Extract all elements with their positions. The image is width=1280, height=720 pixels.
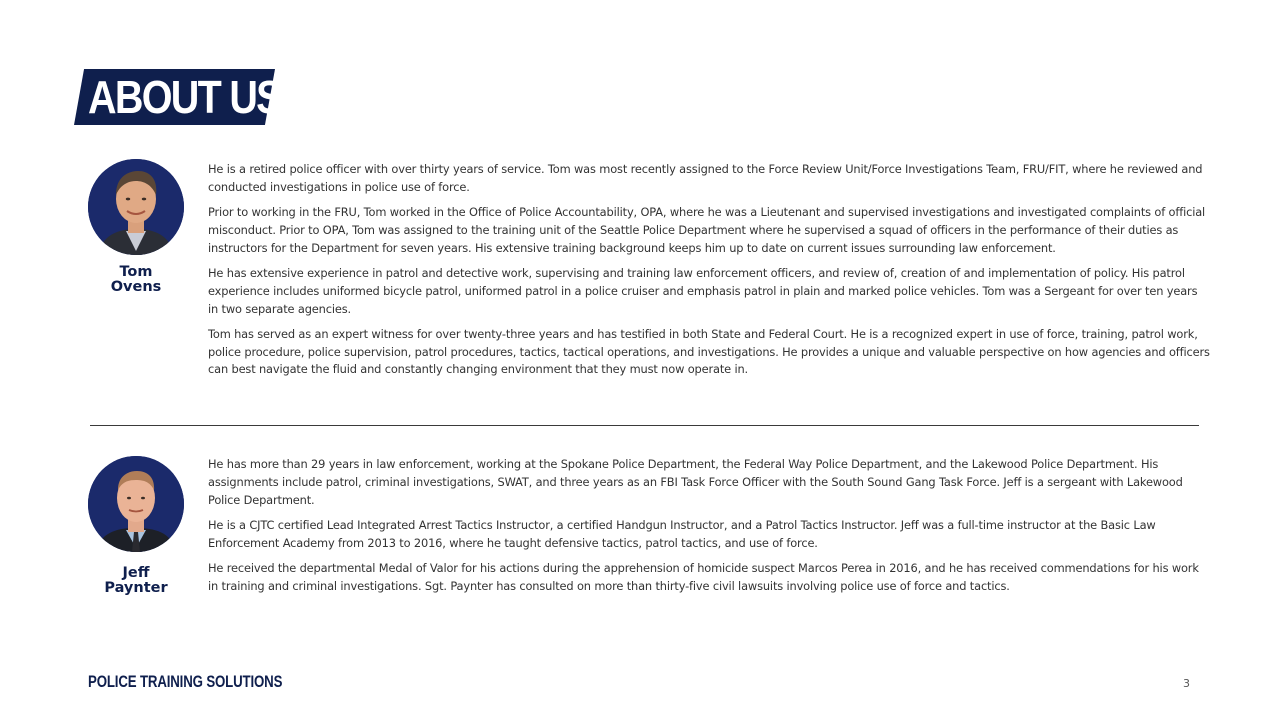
bio-paragraph: Tom has served as an expert witness for over twenty-three years and has testified in both State and Federal Court. He is a recognized expert in use of force, training, patrol work, police procedure, police supervision, patrol procedures, tactics, tactical operations, and investigations. He provides a unique and valuable perspective on how agencies and officers can best navigate the fluid and constantly changing environment that they must now operate in. [208,326,1210,377]
last-name: Ovens [110,279,162,295]
first-name: Tom [119,264,153,280]
person-name-tom-ovens [88,265,184,295]
bio-paragraph: He is a retired police officer with over thirty years of service. Tom was most recently assigned to the Force Review Unit/Force Investigations Team, FRU/FIT, where he reviewed and conducted investigations in police use of force. [208,162,1203,194]
avatar-tom-ovens [88,159,184,255]
bio-paragraph: He has extensive experience in patrol and detective work, supervising and training law enforcement officers, and review of, creation of and implementation of policy. His patrol experience includes uniformed bicycle patrol, uniformed patrol in a police cruiser and emphasis patrol in plain and marked police vehicles. Tom was a Sergeant for over ten years in two separate agencies. [208,265,1198,316]
page-title: ABOUT US [88,71,281,123]
man-portrait-icon [88,159,184,255]
bio-paragraph: He received the departmental Medal of Valor for his actions during the apprehension of homicide suspect Marcos Perea in 2016, and he has received commendations for his work in training and criminal investigations. Sgt. Paynter has consulted on more than thirty-five civil lawsuits involving police use of force and tactics. [208,560,1199,593]
last-name: Paynter [104,580,168,596]
bio-tom-ovens [208,161,1210,387]
bio-paragraph: He is a CJTC certified Lead Integrated Arrest Tactics Instructor, a certified Handgun Instructor, and a Patrol Tactics Instructor. Jeff was a full-time instructor at the Basic Law Enforcement Academy from 2013 to 2016, where he taught defensive tactics, patrol tactics, and use of force. [208,517,1156,550]
man-portrait-icon [88,456,184,552]
person-name-jeff-paynter [88,566,184,596]
first-name: Jeff [122,565,150,581]
avatar-jeff-paynter [88,456,184,552]
footer-brand: POLICE TRAINING SOLUTIONS [88,672,283,691]
page-number: 3 [1183,677,1190,690]
bio-jeff-paynter [208,456,1210,603]
section-divider [90,425,1199,426]
bio-paragraph: Prior to working in the FRU, Tom worked in the Office of Police Accountability, OPA, where he was a Lieutenant and supervised investigations and investigated complaints of official misconduct. Prior to OPA, Tom was assigned to the training unit of the Seattle Police Department where he supervised a squad of officers in the performance of their duties as instructors for the Department for seven years. His extensive training background keeps him up to date on current issues surrounding law enforcement. [208,205,1206,255]
bio-paragraph: He has more than 29 years in law enforcement, working at the Spokane Police Department, the Federal Way Police Department, and the Lakewood Police Department. His assignments include patrol, criminal investigations, SWAT, and three years as an FBI Task Force Officer with the South Sound Gang Task Force. Jeff is a sergeant with Lakewood Police Department. [208,457,1183,507]
